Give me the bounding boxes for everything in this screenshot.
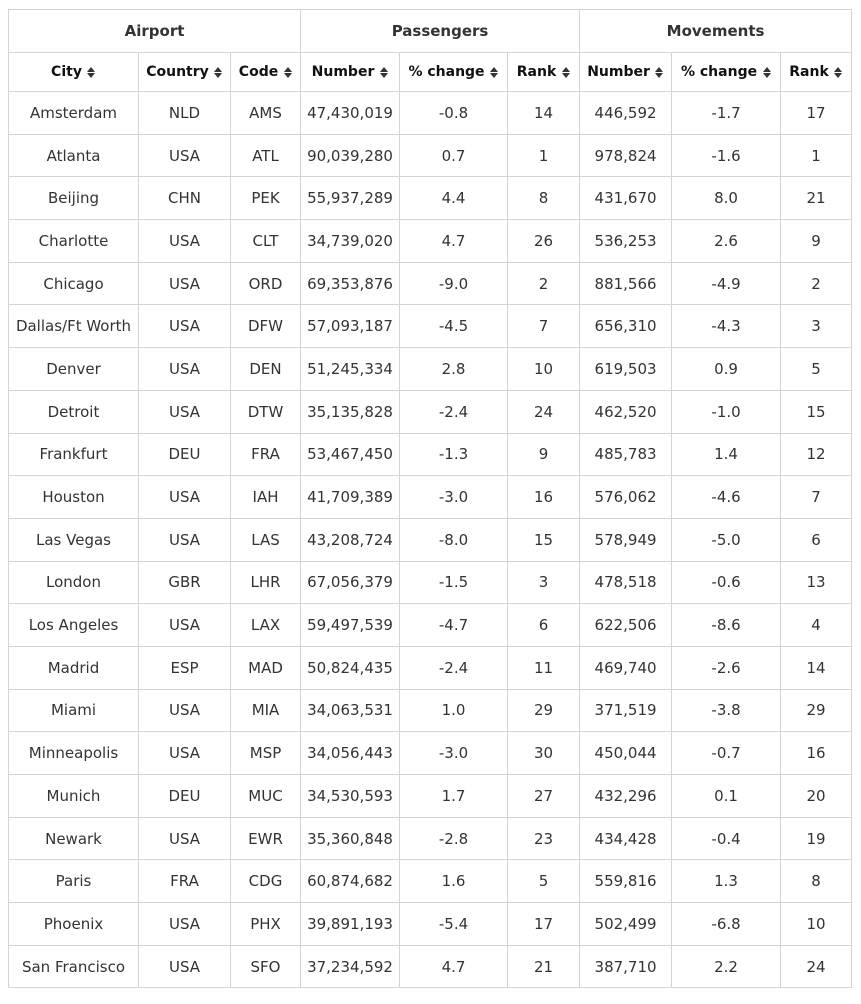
cell-code: LHR <box>231 561 301 604</box>
cell-movements-change: -8.6 <box>672 604 781 647</box>
column-header-code[interactable] <box>231 53 301 92</box>
cell-passengers-number: 59,497,539 <box>301 604 400 647</box>
cell-code: FRA <box>231 433 301 476</box>
cell-passengers-number: 51,245,334 <box>301 348 400 391</box>
cell-movements-rank: 19 <box>781 817 852 860</box>
table-row <box>9 220 852 263</box>
cell-country: USA <box>139 390 231 433</box>
column-header-movements-number[interactable] <box>580 53 672 92</box>
cell-passengers-rank: 2 <box>508 262 580 305</box>
cell-movements-change: -5.0 <box>672 518 781 561</box>
cell-country: USA <box>139 262 231 305</box>
cell-country: USA <box>139 476 231 519</box>
cell-passengers-rank: 5 <box>508 860 580 903</box>
airport-table-container <box>8 9 852 988</box>
cell-passengers-change: -3.0 <box>400 476 508 519</box>
cell-passengers-rank: 24 <box>508 390 580 433</box>
cell-country: USA <box>139 305 231 348</box>
cell-movements-number: 450,044 <box>580 732 672 775</box>
cell-movements-rank: 20 <box>781 775 852 818</box>
cell-passengers-change: 0.7 <box>400 134 508 177</box>
column-header-movements-rank[interactable] <box>781 53 852 92</box>
cell-passengers-change: -4.7 <box>400 604 508 647</box>
cell-code: AMS <box>231 92 301 135</box>
cell-city: Newark <box>9 817 139 860</box>
table-row <box>9 518 852 561</box>
cell-movements-rank: 16 <box>781 732 852 775</box>
group-header-row <box>9 10 852 53</box>
cell-movements-change: -2.6 <box>672 646 781 689</box>
cell-city: Miami <box>9 689 139 732</box>
cell-city: Houston <box>9 476 139 519</box>
cell-movements-change: -0.4 <box>672 817 781 860</box>
cell-code: ATL <box>231 134 301 177</box>
cell-movements-rank: 15 <box>781 390 852 433</box>
cell-passengers-number: 37,234,592 <box>301 945 400 988</box>
cell-movements-rank: 14 <box>781 646 852 689</box>
table-row <box>9 689 852 732</box>
cell-city: Chicago <box>9 262 139 305</box>
sort-icon[interactable] <box>490 67 499 78</box>
cell-city: London <box>9 561 139 604</box>
cell-passengers-rank: 17 <box>508 903 580 946</box>
cell-code: LAS <box>231 518 301 561</box>
cell-passengers-number: 35,135,828 <box>301 390 400 433</box>
cell-movements-number: 485,783 <box>580 433 672 476</box>
cell-country: DEU <box>139 433 231 476</box>
cell-movements-rank: 12 <box>781 433 852 476</box>
cell-passengers-change: 4.7 <box>400 945 508 988</box>
sort-icon[interactable] <box>214 67 223 78</box>
cell-movements-number: 434,428 <box>580 817 672 860</box>
cell-movements-number: 462,520 <box>580 390 672 433</box>
cell-passengers-change: 1.0 <box>400 689 508 732</box>
column-label-passengers-change: % change <box>408 64 485 80</box>
cell-code: DFW <box>231 305 301 348</box>
cell-passengers-number: 50,824,435 <box>301 646 400 689</box>
cell-code: LAX <box>231 604 301 647</box>
cell-passengers-rank: 21 <box>508 945 580 988</box>
cell-passengers-rank: 1 <box>508 134 580 177</box>
column-header-country[interactable] <box>139 53 231 92</box>
cell-passengers-change: 4.4 <box>400 177 508 220</box>
table-row <box>9 177 852 220</box>
table-row <box>9 604 852 647</box>
cell-passengers-change: -2.4 <box>400 390 508 433</box>
airport-stats-table <box>8 9 852 988</box>
cell-movements-number: 578,949 <box>580 518 672 561</box>
cell-movements-number: 576,062 <box>580 476 672 519</box>
column-label-movements-number: Number <box>587 64 650 80</box>
cell-passengers-number: 57,093,187 <box>301 305 400 348</box>
cell-code: PEK <box>231 177 301 220</box>
table-body <box>9 92 852 988</box>
cell-passengers-number: 41,709,389 <box>301 476 400 519</box>
cell-passengers-change: 2.8 <box>400 348 508 391</box>
cell-passengers-change: -0.8 <box>400 92 508 135</box>
cell-code: CDG <box>231 860 301 903</box>
cell-passengers-change: -4.5 <box>400 305 508 348</box>
cell-movements-number: 559,816 <box>580 860 672 903</box>
cell-code: DTW <box>231 390 301 433</box>
cell-passengers-number: 67,056,379 <box>301 561 400 604</box>
column-label-city: City <box>51 64 82 80</box>
cell-movements-rank: 9 <box>781 220 852 263</box>
table-row <box>9 817 852 860</box>
cell-country: USA <box>139 903 231 946</box>
cell-movements-number: 536,253 <box>580 220 672 263</box>
cell-code: SFO <box>231 945 301 988</box>
cell-city: Denver <box>9 348 139 391</box>
cell-country: USA <box>139 604 231 647</box>
cell-movements-change: -0.7 <box>672 732 781 775</box>
cell-passengers-number: 43,208,724 <box>301 518 400 561</box>
cell-code: EWR <box>231 817 301 860</box>
cell-code: IAH <box>231 476 301 519</box>
cell-city: Madrid <box>9 646 139 689</box>
cell-code: DEN <box>231 348 301 391</box>
cell-passengers-number: 69,353,876 <box>301 262 400 305</box>
cell-city: Paris <box>9 860 139 903</box>
cell-movements-number: 431,670 <box>580 177 672 220</box>
cell-passengers-number: 60,874,682 <box>301 860 400 903</box>
cell-movements-change: 2.6 <box>672 220 781 263</box>
cell-passengers-rank: 14 <box>508 92 580 135</box>
cell-movements-change: -1.6 <box>672 134 781 177</box>
table-row <box>9 945 852 988</box>
cell-passengers-rank: 9 <box>508 433 580 476</box>
cell-city: Amsterdam <box>9 92 139 135</box>
group-header-movements: Movements <box>580 10 852 53</box>
cell-movements-number: 978,824 <box>580 134 672 177</box>
column-header-row <box>9 53 852 92</box>
cell-passengers-number: 35,360,848 <box>301 817 400 860</box>
cell-passengers-rank: 29 <box>508 689 580 732</box>
cell-country: NLD <box>139 92 231 135</box>
cell-movements-change: 2.2 <box>672 945 781 988</box>
cell-city: San Francisco <box>9 945 139 988</box>
sort-icon[interactable] <box>283 67 292 78</box>
cell-country: USA <box>139 518 231 561</box>
cell-movements-number: 881,566 <box>580 262 672 305</box>
cell-movements-change: -3.8 <box>672 689 781 732</box>
cell-movements-rank: 17 <box>781 92 852 135</box>
cell-passengers-change: 4.7 <box>400 220 508 263</box>
cell-passengers-change: -1.5 <box>400 561 508 604</box>
cell-passengers-number: 55,937,289 <box>301 177 400 220</box>
column-header-passengers-change[interactable] <box>400 53 508 92</box>
column-label-passengers-rank: Rank <box>516 64 557 80</box>
cell-movements-number: 469,740 <box>580 646 672 689</box>
cell-movements-number: 387,710 <box>580 945 672 988</box>
cell-passengers-rank: 27 <box>508 775 580 818</box>
column-label-passengers-number: Number <box>311 64 375 80</box>
cell-movements-rank: 21 <box>781 177 852 220</box>
column-label-code: Code <box>238 64 279 80</box>
cell-movements-change: -1.0 <box>672 390 781 433</box>
group-header-passengers: Passengers <box>301 10 580 53</box>
table-row <box>9 646 852 689</box>
column-header-passengers-rank[interactable] <box>508 53 580 92</box>
cell-city: Frankfurt <box>9 433 139 476</box>
cell-country: FRA <box>139 860 231 903</box>
cell-city: Charlotte <box>9 220 139 263</box>
cell-passengers-number: 34,063,531 <box>301 689 400 732</box>
cell-passengers-rank: 23 <box>508 817 580 860</box>
cell-movements-rank: 10 <box>781 903 852 946</box>
cell-movements-number: 502,499 <box>580 903 672 946</box>
sort-icon[interactable] <box>834 67 843 78</box>
table-row <box>9 92 852 135</box>
cell-passengers-change: 1.7 <box>400 775 508 818</box>
cell-movements-change: 0.9 <box>672 348 781 391</box>
cell-passengers-rank: 16 <box>508 476 580 519</box>
cell-country: USA <box>139 945 231 988</box>
table-row <box>9 262 852 305</box>
sort-icon[interactable] <box>561 67 570 78</box>
table-row <box>9 134 852 177</box>
cell-movements-rank: 5 <box>781 348 852 391</box>
cell-code: MSP <box>231 732 301 775</box>
cell-country: USA <box>139 732 231 775</box>
cell-passengers-rank: 8 <box>508 177 580 220</box>
cell-passengers-change: -2.4 <box>400 646 508 689</box>
cell-code: MUC <box>231 775 301 818</box>
cell-city: Minneapolis <box>9 732 139 775</box>
cell-passengers-number: 90,039,280 <box>301 134 400 177</box>
cell-country: USA <box>139 817 231 860</box>
table-row <box>9 860 852 903</box>
cell-city: Atlanta <box>9 134 139 177</box>
cell-movements-number: 478,518 <box>580 561 672 604</box>
cell-country: USA <box>139 348 231 391</box>
cell-passengers-rank: 15 <box>508 518 580 561</box>
cell-movements-rank: 1 <box>781 134 852 177</box>
cell-passengers-rank: 6 <box>508 604 580 647</box>
cell-movements-rank: 29 <box>781 689 852 732</box>
cell-passengers-change: -1.3 <box>400 433 508 476</box>
cell-movements-rank: 8 <box>781 860 852 903</box>
cell-passengers-rank: 7 <box>508 305 580 348</box>
cell-passengers-rank: 26 <box>508 220 580 263</box>
cell-movements-change: 8.0 <box>672 177 781 220</box>
sort-icon[interactable] <box>87 67 96 78</box>
table-row <box>9 561 852 604</box>
cell-passengers-rank: 10 <box>508 348 580 391</box>
sort-icon[interactable] <box>655 67 664 78</box>
cell-city: Phoenix <box>9 903 139 946</box>
cell-passengers-change: -8.0 <box>400 518 508 561</box>
cell-movements-change: 0.1 <box>672 775 781 818</box>
cell-country: USA <box>139 689 231 732</box>
cell-city: Beijing <box>9 177 139 220</box>
table-row <box>9 348 852 391</box>
cell-passengers-number: 39,891,193 <box>301 903 400 946</box>
cell-country: USA <box>139 220 231 263</box>
cell-city: Munich <box>9 775 139 818</box>
cell-movements-number: 619,503 <box>580 348 672 391</box>
cell-movements-change: -1.7 <box>672 92 781 135</box>
cell-movements-number: 656,310 <box>580 305 672 348</box>
cell-passengers-rank: 11 <box>508 646 580 689</box>
table-row <box>9 433 852 476</box>
cell-passengers-number: 34,739,020 <box>301 220 400 263</box>
cell-passengers-number: 34,530,593 <box>301 775 400 818</box>
cell-passengers-change: -2.8 <box>400 817 508 860</box>
cell-city: Dallas/Ft Worth <box>9 305 139 348</box>
cell-passengers-number: 47,430,019 <box>301 92 400 135</box>
cell-country: GBR <box>139 561 231 604</box>
cell-movements-change: 1.3 <box>672 860 781 903</box>
sort-icon[interactable] <box>379 67 388 78</box>
cell-city: Las Vegas <box>9 518 139 561</box>
cell-passengers-change: -9.0 <box>400 262 508 305</box>
column-label-movements-rank: Rank <box>789 64 829 80</box>
cell-movements-change: -6.8 <box>672 903 781 946</box>
cell-passengers-rank: 3 <box>508 561 580 604</box>
table-row <box>9 732 852 775</box>
cell-city: Los Angeles <box>9 604 139 647</box>
group-header-airport: Airport <box>9 10 301 53</box>
cell-movements-number: 622,506 <box>580 604 672 647</box>
cell-movements-number: 432,296 <box>580 775 672 818</box>
cell-movements-change: -4.9 <box>672 262 781 305</box>
cell-code: CLT <box>231 220 301 263</box>
cell-country: USA <box>139 134 231 177</box>
cell-movements-change: -0.6 <box>672 561 781 604</box>
cell-movements-rank: 6 <box>781 518 852 561</box>
column-label-country: Country <box>146 64 209 80</box>
column-header-movements-change[interactable] <box>672 53 781 92</box>
cell-movements-rank: 3 <box>781 305 852 348</box>
sort-icon[interactable] <box>762 67 771 78</box>
cell-movements-rank: 2 <box>781 262 852 305</box>
column-header-city[interactable] <box>9 53 139 92</box>
table-row <box>9 305 852 348</box>
cell-passengers-number: 34,056,443 <box>301 732 400 775</box>
cell-passengers-rank: 30 <box>508 732 580 775</box>
cell-city: Detroit <box>9 390 139 433</box>
table-row <box>9 903 852 946</box>
cell-movements-rank: 7 <box>781 476 852 519</box>
cell-country: DEU <box>139 775 231 818</box>
cell-movements-change: 1.4 <box>672 433 781 476</box>
cell-country: CHN <box>139 177 231 220</box>
cell-passengers-change: 1.6 <box>400 860 508 903</box>
column-label-movements-change: % change <box>680 64 758 80</box>
cell-code: MIA <box>231 689 301 732</box>
cell-code: MAD <box>231 646 301 689</box>
cell-movements-rank: 24 <box>781 945 852 988</box>
cell-passengers-change: -5.4 <box>400 903 508 946</box>
cell-movements-rank: 13 <box>781 561 852 604</box>
cell-movements-change: -4.6 <box>672 476 781 519</box>
cell-passengers-change: -3.0 <box>400 732 508 775</box>
cell-code: ORD <box>231 262 301 305</box>
cell-movements-number: 446,592 <box>580 92 672 135</box>
cell-passengers-number: 53,467,450 <box>301 433 400 476</box>
column-header-passengers-number[interactable] <box>301 53 400 92</box>
cell-movements-number: 371,519 <box>580 689 672 732</box>
table-row <box>9 775 852 818</box>
cell-movements-rank: 4 <box>781 604 852 647</box>
table-row <box>9 476 852 519</box>
cell-country: ESP <box>139 646 231 689</box>
table-row <box>9 390 852 433</box>
cell-code: PHX <box>231 903 301 946</box>
cell-movements-change: -4.3 <box>672 305 781 348</box>
